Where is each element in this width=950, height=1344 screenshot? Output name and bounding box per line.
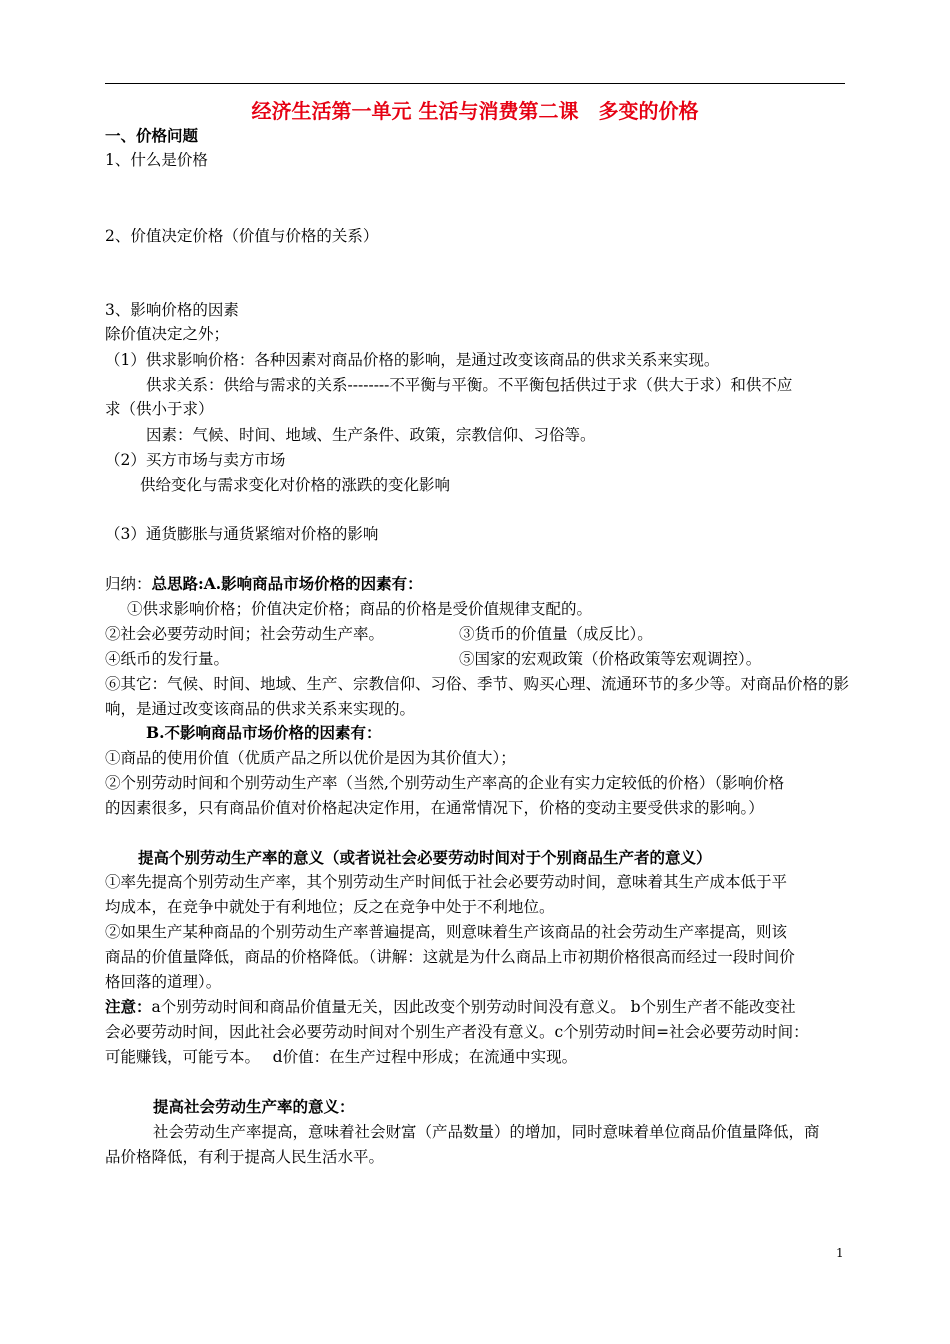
factor-6-cont: 响，是通过改变该商品的供求关系来实现的。 bbox=[105, 700, 416, 718]
text-line: ②如果生产某种商品的个别劳动生产率普遍提高，则意味着生产该商品的社会劳动生产率提高，则该 bbox=[105, 923, 788, 941]
question-2: 2、价值决定价格（价值与价格的关系） bbox=[105, 227, 379, 245]
section-heading: 一、价格问题 bbox=[105, 126, 199, 145]
text-line: （1）供求影响价格：各种因素对商品价格的影响，是通过改变该商品的供求关系来实现。 bbox=[105, 351, 720, 369]
text-line: ①率先提高个别劳动生产率，其个别劳动生产时间低于社会必要劳动时间，意味着其生产成本低于平 bbox=[105, 873, 788, 891]
question-1: 1、什么是价格 bbox=[105, 151, 208, 169]
subsection-heading: 提高个别劳动生产率的意义（或者说社会必要劳动时间对于个别商品生产者的意义） bbox=[138, 848, 712, 867]
page-number: 1 bbox=[836, 1246, 844, 1260]
note-line bbox=[105, 995, 796, 1019]
factor-3: ③货币的价值量（成反比）。 bbox=[459, 625, 653, 643]
text-line: 除价值决定之外； bbox=[105, 325, 230, 343]
text-line: 格回落的道理）。 bbox=[105, 973, 222, 991]
text-line: 可能赚钱，可能亏本。 d价值：在生产过程中形成；在流通中实现。 bbox=[105, 1048, 578, 1066]
question-3: 3、影响价格的因素 bbox=[105, 301, 239, 319]
text-line: 商品的价值量降低，商品的价格降低。（讲解：这就是为什么商品上市初期价格很高而经过一段时间价 bbox=[105, 948, 795, 966]
text-line: 求（供小于求） bbox=[105, 400, 214, 418]
factor-6: ⑥其它：气候、时间、地域、生产、宗教信仰、习俗、季节、购买心理、流通环节的多少等。对商品价格的影 bbox=[105, 675, 850, 693]
text-line: 均成本，在竞争中就处于有利地位；反之在竞争中处于不利地位。 bbox=[105, 898, 555, 916]
subsection-heading: B.不影响商品市场价格的因素有： bbox=[146, 723, 382, 742]
non-factor-1: ①商品的使用价值（优质产品之所以优价是因为其价值大）； bbox=[105, 749, 516, 767]
summary-prefix: 归纳： bbox=[105, 575, 152, 593]
summary-heading: 总思路:A.影响商品市场价格的因素有： bbox=[151, 574, 423, 593]
non-factor-2-cont: 的因素很多，只有商品价值对价格起决定作用，在通常情况下，价格的变动主要受供求的影响。） bbox=[105, 799, 764, 817]
text-line: 供给变化与需求变化对价格的涨跌的变化影响 bbox=[140, 476, 451, 494]
factor-5: ⑤国家的宏观政策（价格政策等宏观调控）。 bbox=[459, 650, 762, 668]
text-line: 供求关系：供给与需求的关系--------不平衡与平衡。不平衡包括供过于求（供大于求）和供不应 bbox=[146, 376, 793, 394]
factor-4: ④纸币的发行量。 bbox=[105, 650, 230, 668]
page-title: 经济生活第一单元 生活与消费第二课 多变的价格 bbox=[251, 99, 699, 123]
factor-1: ①供求影响价格；价值决定价格；商品的价格是受价值规律支配的。 bbox=[127, 600, 593, 618]
note-label: 注意： bbox=[105, 997, 152, 1016]
factor-2: ②社会必要劳动时间；社会劳动生产率。 bbox=[105, 625, 385, 643]
summary-line bbox=[105, 572, 423, 596]
subsection-heading: 提高社会劳动生产率的意义： bbox=[153, 1097, 355, 1116]
note-text: a个别劳动时间和商品价值量无关，因此改变个别劳动时间没有意义。 b个别生产者不能改变社 bbox=[151, 998, 796, 1016]
header-rule bbox=[105, 83, 845, 84]
non-factor-2: ②个别劳动时间和个别劳动生产率（当然,个别劳动生产率高的企业有实力定较低的价格）（影响价格 bbox=[105, 774, 785, 792]
text-line: 品价格降低，有利于提高人民生活水平。 bbox=[105, 1148, 385, 1166]
text-line: 社会劳动生产率提高，意味着社会财富（产品数量）的增加，同时意味着单位商品价值量降低，商 bbox=[153, 1123, 820, 1141]
text-line: （2）买方市场与卖方市场 bbox=[105, 451, 286, 469]
text-line: 会必要劳动时间，因此社会必要劳动时间对个别生产者没有意义。c个别劳动时间=社会必要劳动时间： bbox=[105, 1023, 809, 1041]
text-line: （3）通货膨胀与通货紧缩对价格的影响 bbox=[105, 525, 379, 543]
text-line: 因素：气候、时间、地域、生产条件、政策，宗教信仰、习俗等。 bbox=[146, 426, 596, 444]
